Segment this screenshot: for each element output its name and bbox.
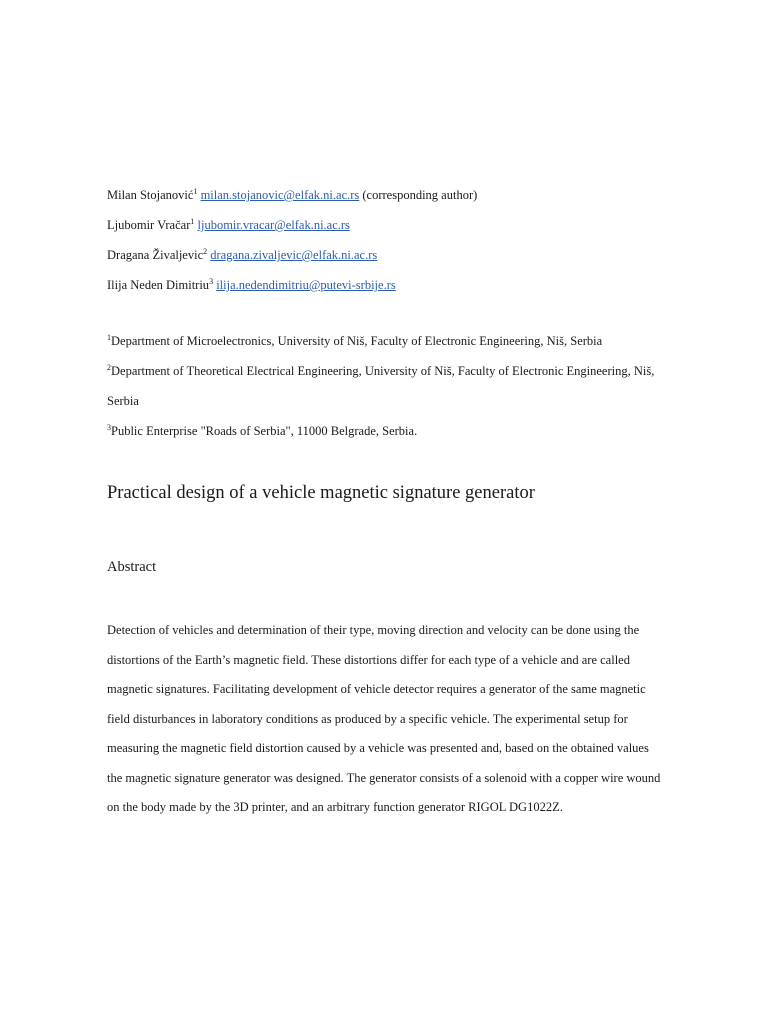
author-name: Milan Stojanović (107, 188, 194, 202)
affiliation-mark: 1 (107, 332, 111, 342)
affiliation-item (107, 356, 667, 416)
affiliation-mark: 2 (107, 362, 111, 372)
affiliation-text: Public Enterprise "Roads of Serbia", 11000 Belgrade, Serbia. (111, 424, 418, 438)
author-email-link[interactable]: dragana.zivaljevic@elfak.ni.ac.rs (210, 248, 378, 262)
author-email-link[interactable]: ilija.nedendimitriu@putevi-srbije.rs (216, 278, 396, 292)
affiliation-item (107, 416, 667, 446)
author-affiliation-mark: 1 (193, 186, 198, 196)
abstract-heading: Abstract (107, 559, 157, 575)
affiliation-text: Department of Theoretical Electrical Engineering, University of Niš, Faculty of Electronic Engineering, Niš, Serbia (107, 364, 655, 408)
affiliation-text: Department of Microelectronics, University of Niš, Faculty of Electronic Engineering, Niš, Serbia (111, 334, 603, 348)
author-name: Ljubomir Vračar (107, 218, 191, 232)
author-affiliation-mark: 1 (190, 216, 195, 226)
author-email-link[interactable]: ljubomir.vracar@elfak.ni.ac.rs (197, 218, 350, 232)
author-affiliation-mark: 3 (209, 276, 214, 286)
author-note: (corresponding author) (359, 188, 478, 202)
author-name: Dragana Živaljevic (107, 248, 204, 262)
author-line (107, 240, 707, 270)
author-line (107, 270, 707, 300)
author-list (107, 180, 707, 300)
paper-title: Practical design of a vehicle magnetic signature generator (107, 483, 535, 503)
abstract-text: Detection of vehicles and determination of their type, moving direction and velocity can be done using the distortions of the Earth’s magnetic field. These distortions differ for each type of a vehicle and are called magnetic signatures. Facilitating development of vehicle detector requires a generator of the same magnetic field disturbances in laboratory conditions as produced by a specific vehicle. The experimental setup for measuring the magnetic field distortion caused by a vehicle was presented and, based on the obtained values the magnetic signature generator was designed. The generator consists of a solenoid with a copper wire wound on the body made by the 3D printer, and an arbitrary function generator RIGOL DG1022Z. (107, 623, 661, 814)
affiliation-list (107, 326, 667, 446)
author-affiliation-mark: 2 (203, 246, 208, 256)
author-name: Ilija Neden Dimitriu (107, 278, 210, 292)
affiliation-item (107, 326, 667, 356)
affiliation-mark: 3 (107, 422, 111, 432)
author-line (107, 210, 707, 240)
author-email-link[interactable]: milan.stojanovic@elfak.ni.ac.rs (200, 188, 360, 202)
author-line (107, 180, 707, 210)
